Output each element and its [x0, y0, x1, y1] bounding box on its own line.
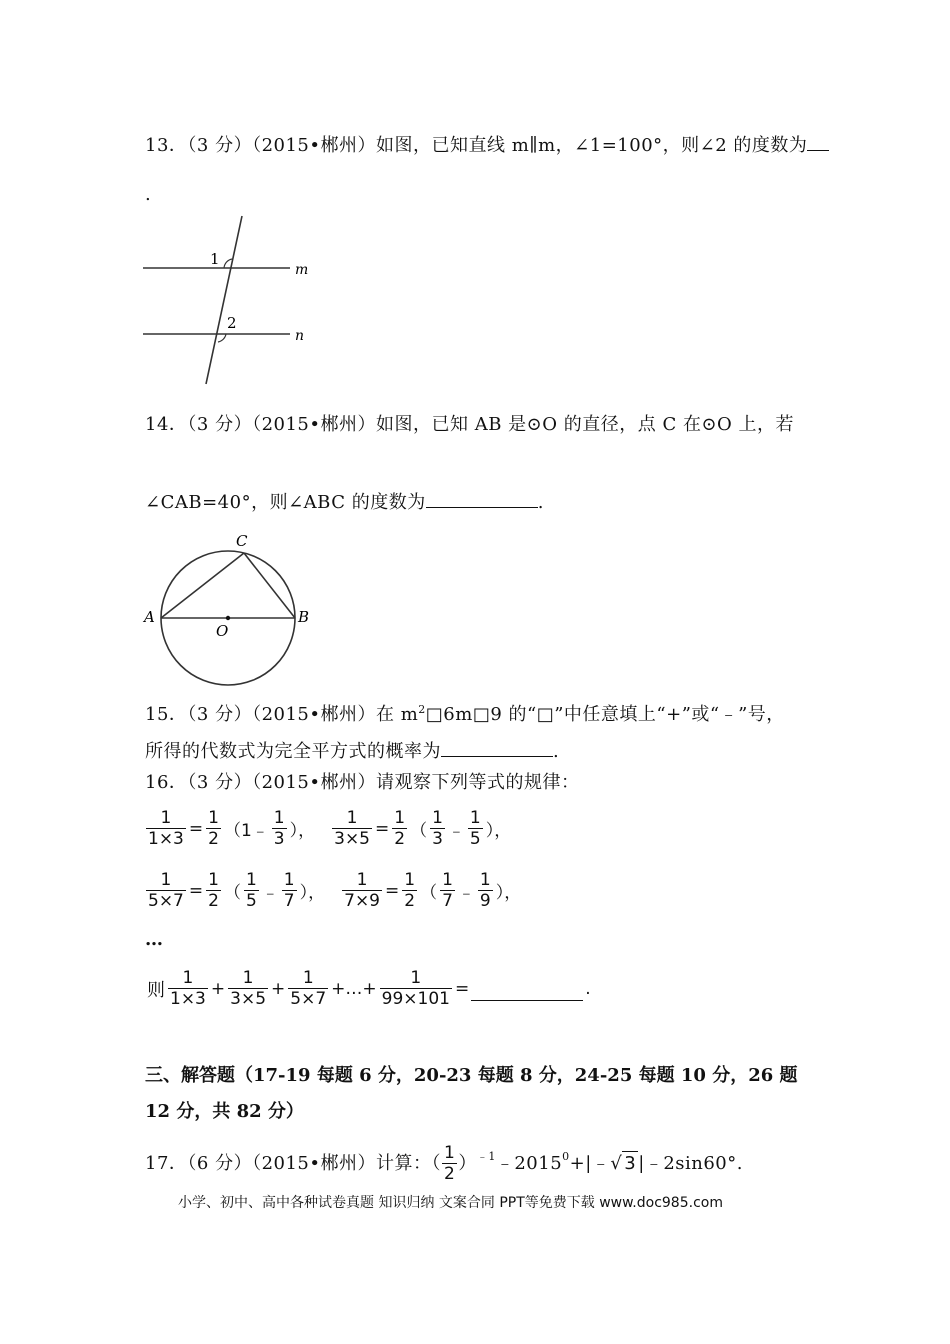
point-c-label: C	[236, 532, 248, 550]
fraction: $\frac{1}{7\times 9}$	[344, 870, 381, 911]
fraction: $\frac{1}{3}$	[273, 808, 285, 849]
fraction: $\frac{1}{5}$	[245, 870, 257, 911]
fraction: $\frac{1}{7}$	[442, 870, 453, 911]
point-a-label: A	[144, 608, 155, 626]
answer-blank	[471, 986, 583, 1001]
ellipsis: …	[145, 929, 164, 950]
fraction: $\frac{1}{2}$	[394, 808, 406, 849]
question-17: 17．（6 分）（2015•郴州）计算：（ $\frac{1}{2}$ ） $^{﹣1}$ ﹣2015 $^0$ +|﹣ √ 3 |﹣2sin60°.	[145, 1143, 743, 1184]
fraction: $\frac{1}{3\times 5}$	[334, 808, 371, 849]
question-15-line1: 15．（3 分）（2015•郴州）在 $m^2□6m□9$ 的“□”中任意填上“+”或“﹣”号，	[145, 703, 785, 725]
fraction: $\frac{1}{1\times 3}$	[148, 808, 184, 849]
fraction: $\frac{1}{9}$	[479, 870, 491, 911]
angle-1-label: 1	[210, 250, 220, 268]
answer-blank	[807, 130, 829, 151]
fraction: $\frac{1}{3}$	[432, 808, 443, 849]
fraction: $\frac{1}{7}$	[283, 870, 295, 911]
sqrt-value: 3	[624, 1153, 637, 1174]
equation-row-2: $\frac{1}{5\times 7}$ = $\frac{1}{2}$ （ $\frac{1}{5}$ ﹣ $\frac{1}{7}$ ）， $\frac{1}{7\times 9}$ = $\frac{1}{2}$ （ $\frac{1}{7}$ ﹣ $\frac{1}{9}$ ），	[148, 870, 522, 911]
point-o-label: O	[216, 622, 229, 640]
fraction: $\frac{1}{1\times 3}$	[170, 968, 206, 1009]
answer-blank	[426, 487, 538, 508]
angle-2-label: 2	[227, 314, 237, 332]
footer-watermark: 小学、初中、高中各种试卷真题 知识归纳 文案合同 PPT等免费下载 www.doc985.com	[178, 1195, 723, 1211]
line-n-label: n	[295, 328, 305, 344]
fraction: $\frac{1}{5\times 7}$	[290, 968, 327, 1009]
fraction: $\frac{1}{2}$	[404, 870, 416, 911]
fraction: $\frac{1}{3\times 5}$	[230, 968, 267, 1009]
question-14-line2: ∠CAB=40°，则∠ABC 的度数为 .	[145, 487, 544, 515]
fraction: $\frac{1}{99\times 101}$	[381, 968, 450, 1009]
fraction: $\frac{1}{2}$	[208, 870, 219, 911]
question-13-text: 13．（3 分）（2015•郴州）如图，已知直线 m∥m，∠1=100°，则∠2 的度数为	[145, 130, 829, 158]
section-3-heading: 三、解答题（17-19 每题 6 分，20-23 每题 8 分，24-25 每题 10 分，26 题 12 分，共 82 分）	[145, 1065, 798, 1122]
answer-blank	[441, 736, 553, 757]
question-16-line1: 16．（3 分）（2015•郴州）请观察下列等式的规律：	[145, 772, 580, 793]
line-m-label: m	[295, 262, 309, 278]
fraction: $\frac{1}{2}$	[444, 1143, 456, 1184]
question-13-tail: .	[145, 184, 152, 205]
circle-figure	[140, 530, 320, 695]
question-14-line1: 14．（3 分）（2015•郴州）如图，已知 AB 是⊙O 的直径，点 C 在⊙O 上，若	[145, 414, 795, 435]
point-b-label: B	[298, 608, 310, 626]
fraction: $\frac{1}{2}$	[208, 808, 219, 849]
fraction: $\frac{1}{5}$	[469, 808, 481, 849]
parallel-lines-figure	[140, 210, 320, 390]
equation-row-1: $\frac{1}{1\times 3}$ = $\frac{1}{2}$ （1﹣ $\frac{1}{3}$ ）， $\frac{1}{3\times 5}$ = $\frac{1}{2}$ （ $\frac{1}{3}$ ﹣ $\frac{1}{5}$ ），	[148, 808, 512, 849]
sum-row: 则 $\frac{1}{1\times 3}$ + $\frac{1}{3\times 5}$ + $\frac{1}{5\times 7}$ +…+ $\frac{1}{99\times 101}$ = .	[147, 968, 591, 1009]
fraction: $\frac{1}{5\times 7}$	[148, 870, 184, 911]
question-15-line2: 所得的代数式为完全平方式的概率为 .	[145, 736, 559, 764]
